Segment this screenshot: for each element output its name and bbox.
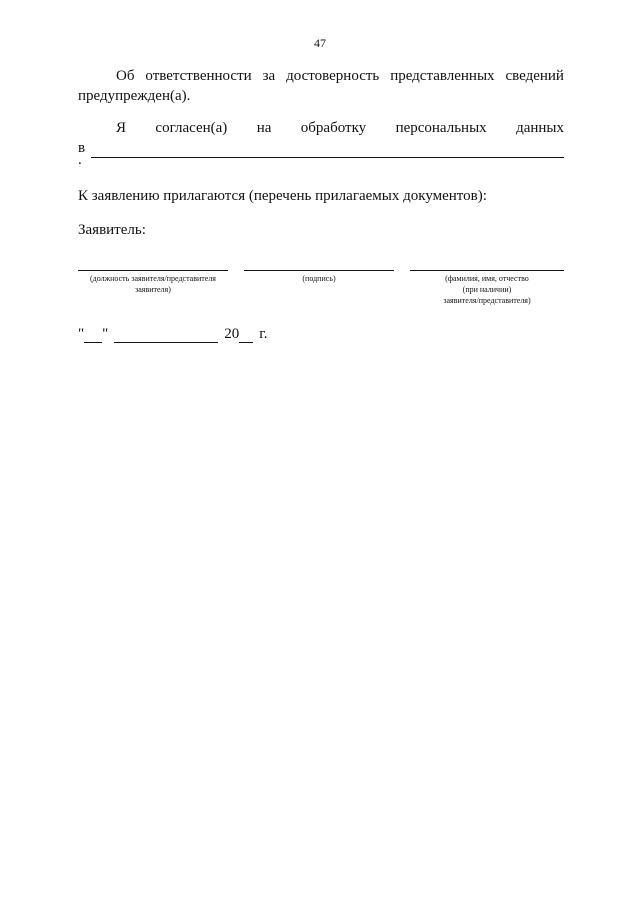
word: сведений xyxy=(505,68,564,84)
responsibility-paragraph xyxy=(78,66,564,106)
consent-paragraph xyxy=(78,118,564,158)
responsibility-line-2: предупрежден(а). xyxy=(78,88,191,104)
signature-field[interactable] xyxy=(244,258,394,271)
caption-line: заявителя/представителя) xyxy=(443,296,531,305)
position-field[interactable] xyxy=(78,258,228,271)
attachments-text: К заявлению прилагаются (перечень прилагаемых документов): xyxy=(78,188,487,204)
consent-prefix: в xyxy=(78,140,86,156)
name-caption xyxy=(443,273,530,306)
word: на xyxy=(256,120,272,136)
signature-column xyxy=(244,258,394,284)
consent-trailing-dot: . xyxy=(78,152,82,168)
open-quote: " xyxy=(78,326,85,342)
word: обработку xyxy=(300,120,367,136)
position-column xyxy=(78,258,228,295)
signature-caption: (подпись) xyxy=(302,274,336,283)
year-suffix: г. xyxy=(259,326,268,342)
caption-line: заявителя) xyxy=(135,285,171,294)
word: согласен(а) xyxy=(155,120,228,136)
caption-line: (фамилия, имя, отчество xyxy=(445,274,529,283)
month-field[interactable] xyxy=(114,329,218,343)
word: Об xyxy=(116,68,135,84)
position-caption xyxy=(90,273,216,295)
signature-row xyxy=(78,258,564,306)
word: за xyxy=(262,68,276,84)
consent-line-1 xyxy=(78,118,564,138)
word: данных xyxy=(516,120,564,136)
caption-line: (при наличии) xyxy=(462,285,512,294)
name-field[interactable] xyxy=(410,258,564,271)
consent-organization-field[interactable] xyxy=(91,143,564,158)
word: Я xyxy=(116,120,127,136)
close-quote: " xyxy=(102,326,109,342)
page-number: 47 xyxy=(314,36,326,50)
word: ответственности xyxy=(145,68,252,84)
word: представленных xyxy=(390,68,495,84)
date-line xyxy=(78,326,267,343)
responsibility-line-1 xyxy=(78,66,564,86)
word: персональных xyxy=(395,120,487,136)
applicant-label: Заявитель: xyxy=(78,222,146,238)
name-column xyxy=(410,258,564,306)
year-prefix: 20 xyxy=(224,326,240,342)
consent-line-2 xyxy=(78,138,564,158)
word: достоверность xyxy=(286,68,380,84)
year-field[interactable] xyxy=(239,329,253,343)
caption-line: (должность заявителя/представителя xyxy=(90,274,216,283)
day-field[interactable] xyxy=(84,329,102,343)
